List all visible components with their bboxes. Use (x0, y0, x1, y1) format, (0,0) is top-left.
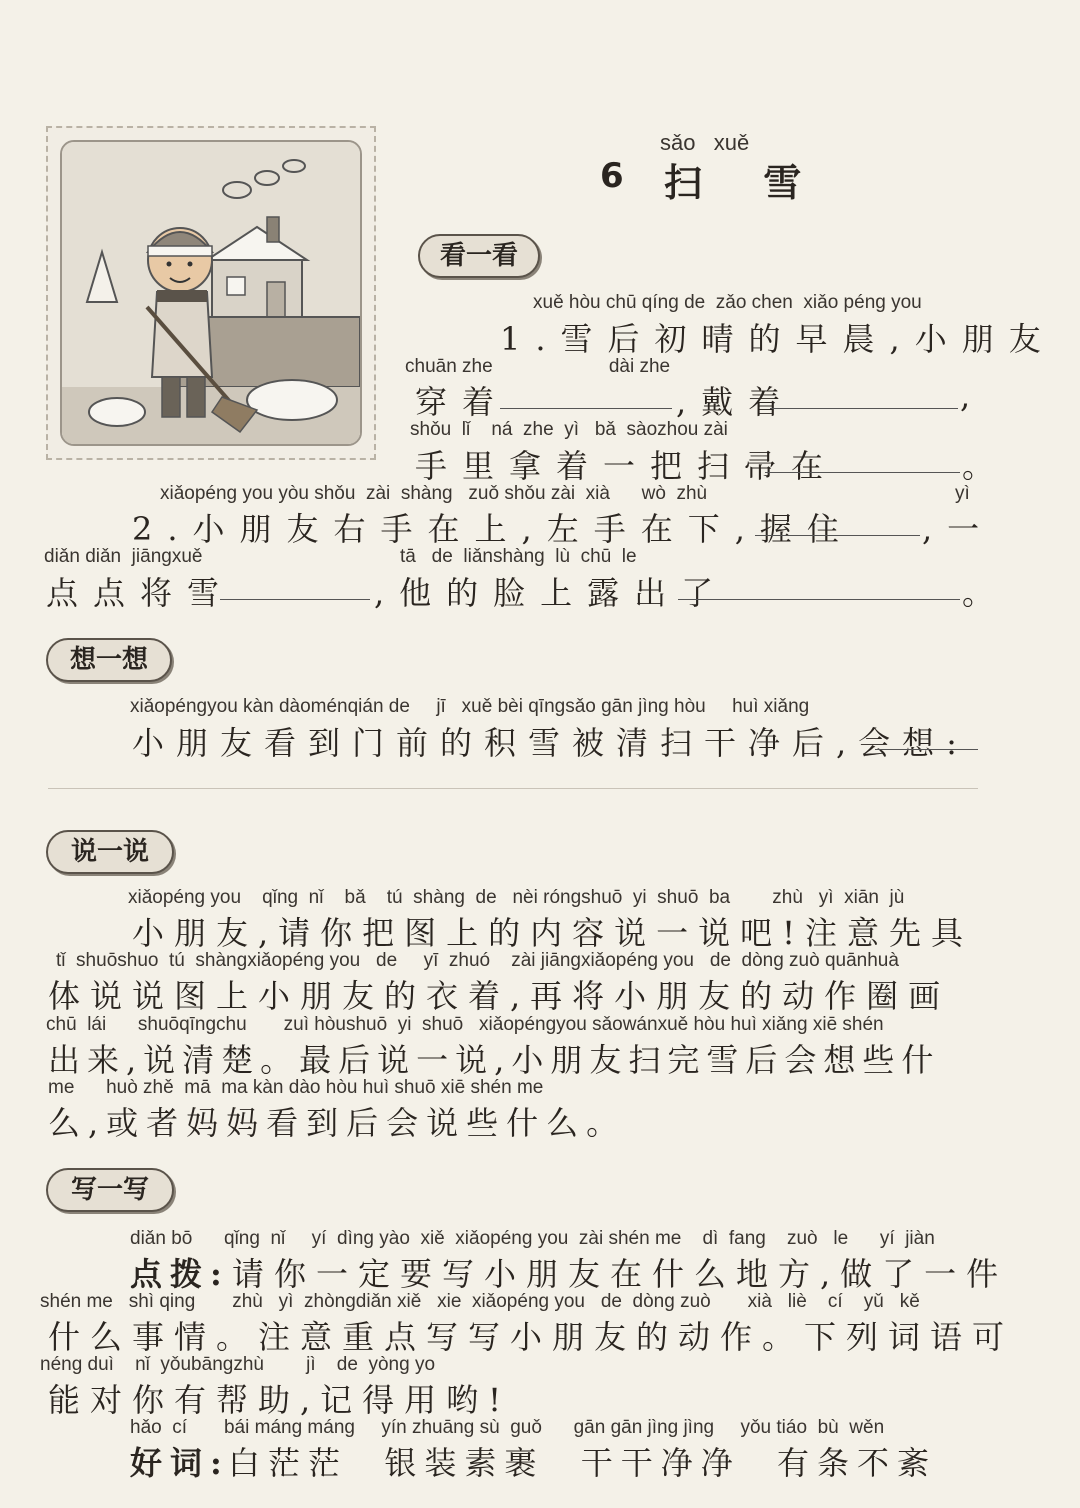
answer-line[interactable] (48, 788, 978, 789)
say-line3-pinyin: chū lái shuōqīngchu zuì hòushuō yi shuō xiǎopéngyou sǎowánxuě hòu huì xiǎng xiē shén (46, 1014, 884, 1035)
section-label-look: 看一看 (418, 234, 540, 278)
look-q2-line2-pinyin-b: tā de liǎnshàng lù chū le (400, 546, 637, 567)
write-line2-pinyin: shén me shì qing zhù yì zhòngdiǎn xiě xie xiǎopéng you de dòng zuò xià liè cí yǔ kě (40, 1291, 920, 1312)
think-text: 小朋友看到门前的积雪被清扫干净后,会想: (132, 724, 969, 762)
say-line4-pinyin: me huò zhě mā ma kàn dào hòu huì shuō xiē shén me (48, 1077, 544, 1098)
say-line3: 出来,说清楚。最后说一说,小朋友扫完雪后会想些什 (48, 1041, 941, 1079)
blank-wearing[interactable] (770, 408, 958, 409)
look-q1-line3-pinyin: shǒu lǐ ná zhe yì bǎ sàozhou zài (410, 419, 728, 440)
say-line1: 小朋友,请你把图上的内容说一说吧!注意先具 (132, 914, 974, 952)
blank-clothes[interactable] (500, 408, 672, 409)
write-line1-pinyin: diǎn bō qǐng nǐ yí dìng yào xiě xiǎopéng you zài shén me dì fang zuò le yí jiàn (130, 1228, 935, 1249)
say-line2-pinyin: tǐ shuōshuo tú shàngxiǎopéng you de yī zhuó zài jiāngxiǎopéng you de dòng zuò quānhuà (56, 950, 899, 971)
look-q1-line2-pinyin: chuān zhe dài zhe (405, 356, 671, 377)
say-line4: 么,或者妈妈看到后会说些什么。 (48, 1104, 627, 1142)
look-q2-line2-a: 点点将雪 (46, 574, 235, 612)
write-line3-pinyin: néng duì nǐ yǒubāngzhù jì de yòng yo (40, 1354, 436, 1375)
good-words-label: 好词: (130, 1444, 230, 1482)
look-q2-line1: 2.小朋友右手在上,左手在下,握住 (132, 510, 854, 548)
look-q1-line2-a: 穿着 (415, 383, 510, 421)
blank-think-answer[interactable] (875, 749, 978, 750)
page-title: 扫 雪 (664, 161, 826, 205)
blank-snow-action[interactable] (220, 599, 370, 600)
look-q1-line3-end: 。 (962, 447, 1010, 485)
illustration-image (62, 142, 360, 444)
look-q1-line2-end: , (960, 377, 986, 415)
look-q1-line1-pinyin: xuě hòu chū qíng de zǎo chen xiǎo péng you (533, 292, 922, 313)
look-q2-line2-b: ,他的脸上露出了 (374, 574, 729, 612)
look-q1-line1: 1.雪后初晴的早晨,小朋友 (500, 320, 1056, 358)
think-pinyin: xiǎopéngyou kàn dàoménqián de jī xuě bèi qīngsǎo gān jìng hòu huì xiǎng (130, 696, 810, 717)
blank-sweeping-place[interactable] (765, 472, 960, 473)
hint-label: 点拨: (130, 1255, 230, 1293)
look-q2-line1-end: ,一 (922, 510, 995, 548)
write-line3: 能对你有帮助,记得用哟! (48, 1381, 512, 1419)
section-label-say: 说一说 (46, 830, 174, 874)
look-q2-line1-pinyin: xiǎopéng you yòu shǒu zài shàng zuǒ shǒu zài xià wò zhù (160, 483, 708, 504)
write-line4-pinyin: hǎo cí bái máng máng yín zhuāng sù guǒ gān gān jìng jìng yǒu tiáo bù wěn (130, 1417, 885, 1438)
look-q1-line3: 手里拿着一把扫帚在 (415, 447, 839, 485)
look-q1-line2-b: ,戴着 (676, 383, 796, 421)
section-label-think: 想一想 (46, 638, 172, 682)
look-q2-line1-pinyin-end: yì (955, 483, 970, 504)
illustration-boy-sweeping-snow (60, 140, 362, 446)
good-words-list: 白茫茫 银装素裹 干干净净 有条不紊 (228, 1444, 938, 1482)
blank-expression[interactable] (678, 599, 960, 600)
write-line2: 什么事情。注意重点写写小朋友的动作。下列词语可 (48, 1318, 1015, 1356)
illustration-frame (46, 126, 376, 460)
lesson-number: 6 (600, 156, 624, 196)
say-line2: 体说说图上小朋友的衣着,再将小朋友的动作圈画 (48, 977, 951, 1015)
say-line1-pinyin: xiǎopéng you qǐng nǐ bǎ tú shàng de nèi róngshuō yi shuō ba zhù yì xiān jù (128, 887, 905, 908)
write-line1: 请你一定要写小朋友在什么地方,做了一件 (232, 1255, 1009, 1293)
look-q2-line2-end: 。 (962, 574, 1010, 612)
title-pinyin: sǎo xuě (660, 130, 750, 155)
section-label-write: 写一写 (46, 1168, 174, 1212)
look-q2-line2-pinyin-a: diǎn diǎn jiāngxuě (44, 546, 203, 567)
blank-grip[interactable] (755, 535, 920, 536)
